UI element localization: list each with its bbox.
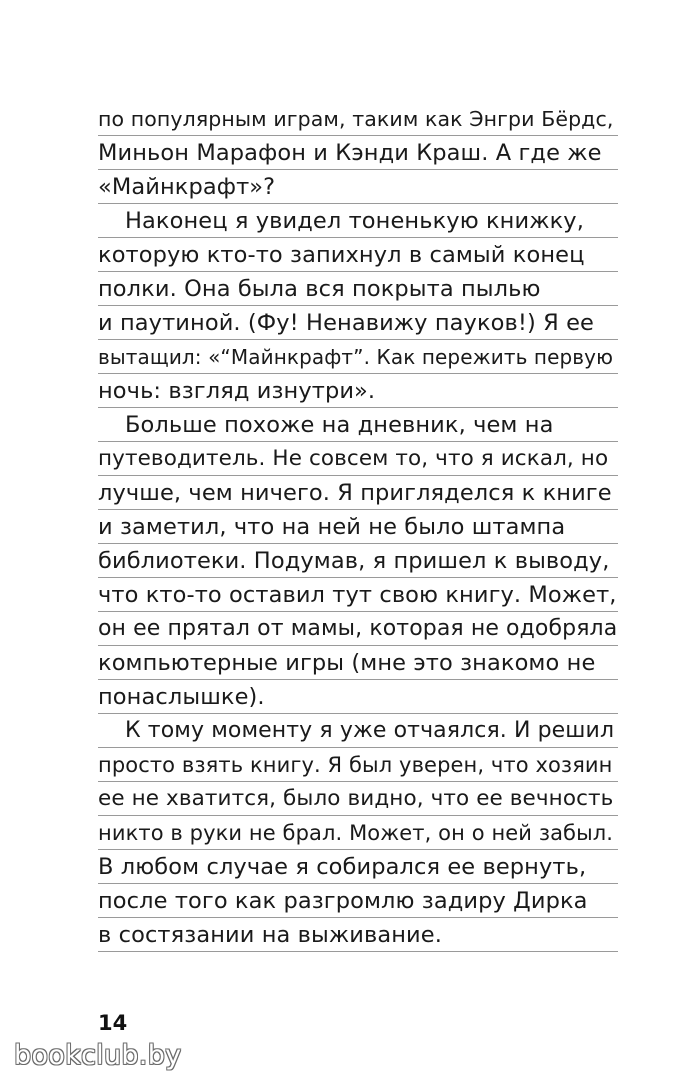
text-line-content: и заметил, что на ней не было штампа <box>98 514 566 540</box>
text-line <box>98 818 618 852</box>
text-line-content: понаслышке). <box>98 684 265 710</box>
text-line-content: полки. Она была вся покрыта пылью <box>98 276 541 302</box>
text-line <box>98 376 618 410</box>
text-line-content: Больше похоже на дневник, чем на <box>125 412 554 438</box>
text-line-content: К тому моменту я уже отчаялся. И решил <box>125 718 615 743</box>
text-line <box>98 886 618 920</box>
text-line <box>98 648 618 682</box>
text-line-content: он ее прятал от мамы, которая не одобряла <box>98 616 618 641</box>
text-line <box>98 104 618 138</box>
text-line-content: после того как разгромлю задиру Дирка <box>98 888 588 914</box>
text-line-content: ночь: взгляд изнутри». <box>98 378 376 404</box>
page-number: 14 <box>98 1011 128 1035</box>
text-line <box>98 512 618 546</box>
text-line-content: и паутиной. (Фу! Ненавижу пауков!) Я ее <box>98 310 594 336</box>
text-line <box>98 784 618 818</box>
text-line <box>98 274 618 308</box>
text-line-content: вытащил: «“Майнкрафт”. Как пережить первую <box>98 345 614 369</box>
watermark: bookclub.by <box>14 1040 182 1071</box>
text-line-content: никто в руки не брал. Может, он о ней забыл. <box>98 821 614 845</box>
text-line <box>98 920 618 954</box>
text-line <box>98 342 618 376</box>
text-line <box>98 172 618 206</box>
text-line-content: библиотеки. Подумав, я пришел к выводу, <box>98 548 610 574</box>
text-line-content: лучше, чем ничего. Я пригляделся к книге <box>98 480 612 506</box>
text-line <box>98 614 618 648</box>
text-line <box>98 240 618 274</box>
text-line <box>98 308 618 342</box>
text-line <box>98 580 618 614</box>
text-line-content: по популярным играм, таким как Энгри Бёрдс, <box>98 107 614 131</box>
text-line-content: что кто-то оставил тут свою книгу. Может, <box>98 582 617 608</box>
text-line <box>98 478 618 512</box>
text-line-content: Наконец я увидел тоненькую книжку, <box>125 208 584 234</box>
text-line-content: в состязании на выживание. <box>98 922 442 948</box>
text-line <box>98 682 618 716</box>
text-line <box>98 852 618 886</box>
text-line-content: «Майнкрафт»? <box>98 174 276 200</box>
text-line-paragraph-start <box>98 206 618 240</box>
text-line-content: просто взять книгу. Я был уверен, что хозяин <box>98 753 613 777</box>
text-line-content: компьютерные игры (мне это знакомо не <box>98 650 596 676</box>
text-line-content: путеводитель. Не совсем то, что я искал, но <box>98 446 609 471</box>
text-line <box>98 750 618 784</box>
text-line <box>98 546 618 580</box>
page-text <box>98 104 618 954</box>
text-line-content: которую кто-то запихнул в самый конец <box>98 242 585 268</box>
text-line <box>98 138 618 172</box>
text-line-paragraph-start <box>98 410 618 444</box>
text-line-paragraph-start <box>98 716 618 750</box>
text-line-content: Миньон Марафон и Кэнди Краш. А где же <box>98 140 602 166</box>
text-line-content: В любом случае я собирался ее вернуть, <box>98 854 587 880</box>
text-line <box>98 444 618 478</box>
text-line-content: ее не хватится, было видно, что ее вечность <box>98 786 614 811</box>
